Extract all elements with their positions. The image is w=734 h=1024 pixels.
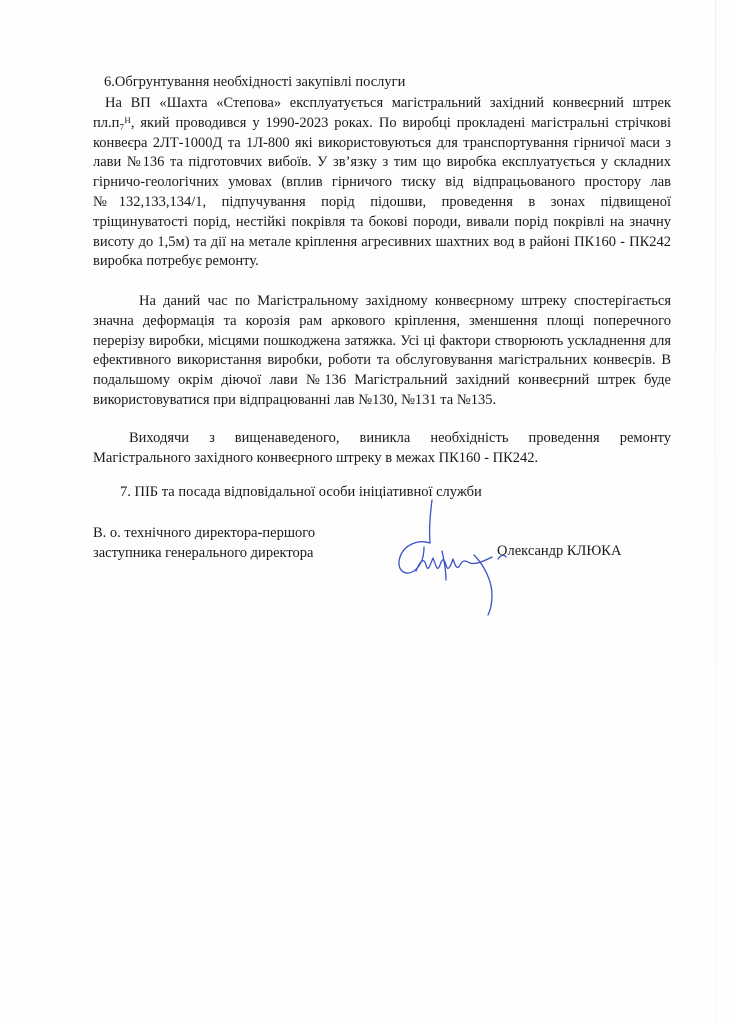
section-6-heading: 6.Обгрунтування необхідності закупівлі послуги — [104, 74, 406, 90]
paragraph-current-condition: На даний час по Магістральному західному конвеєрному штреку спостерігається значна деформація та корозія рам аркового кріплення, зменшення площі поперечного перерізу виробки, місцями пошкоджена затяжка. Усі ці фактори створюють ускладнення для ефективного використання виробки, роботи та обслуговування магістральних конвеєрів. В подальшому окрім діючої лави №136 Магістральний західний конвеєрний штрек буде використовуватися при відпрацюванні лав №130, №131 та №135. — [93, 293, 671, 408]
signatory-position — [93, 523, 315, 563]
paragraph-conclusion: Виходячи з вищенаведеного, виникла необхідність проведення ремонту Магістрального західного конвеєрного штреку в межах ПК160 - ПК242. — [93, 430, 671, 466]
signatory-name: Олександр КЛЮКА — [497, 543, 622, 559]
paragraph-mine-description: На ВП «Шахта «Степова» експлуатується магістральний західний конвеєрний штрек пл.п₇ᴴ, який проводився у 1990-2023 роках. По виробці прокладені магістральні стрічкові конвеєра 2ЛТ-1000Д та 1Л-800 які використовуються для транспортування гірничої маси з лави №136 та підготовчих вибоїв. У зв’язку з тим що виробка експлуатується у складних гірничо-геологічних умовах (вплив гірничого тиску від відпрацьованого простору лав №132,133,134/1, підпучування порід підошви, проведення в зонах підвищеної тріщинуватості порід, нестійкі покрівля та бокові породи, вивали порід покрівлі на значну висоту до 1,5м) та дії на метале кріплення агресивних шахтних вод в районі ПК160 - ПК242 виробка потребує ремонту. — [93, 95, 671, 270]
signatory-position-line-2: заступника генерального директора — [93, 545, 314, 561]
scan-edge-line — [715, 0, 716, 1024]
section-7-heading: 7. ПІБ та посада відповідальної особи ініціативної служби — [120, 484, 482, 500]
signatory-position-line-1: В. о. технічного директора-першого — [93, 525, 316, 541]
